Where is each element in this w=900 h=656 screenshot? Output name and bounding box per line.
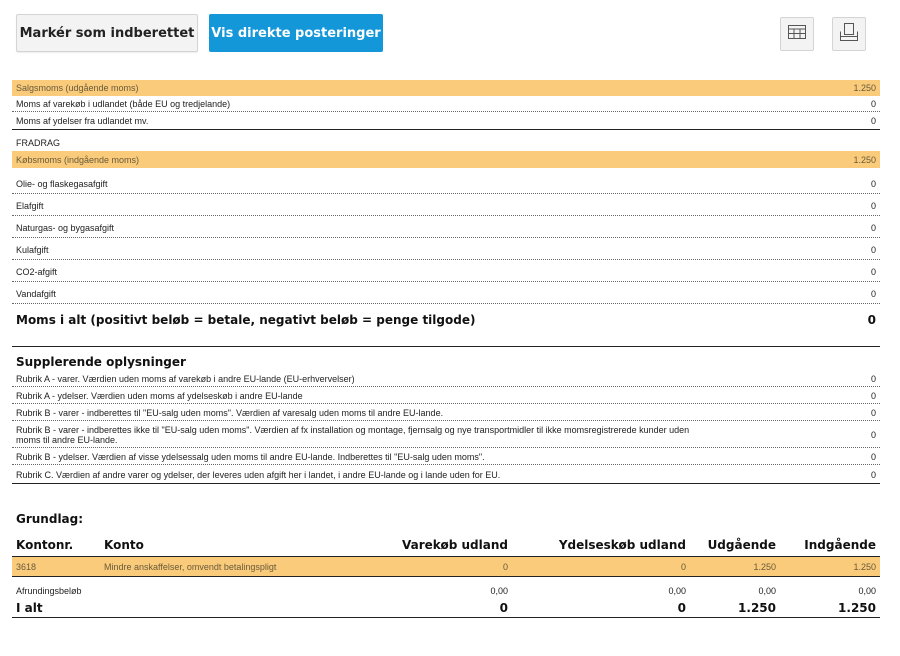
col-kontonr: Kontonr. xyxy=(12,534,100,557)
row-label: CO2-afgift xyxy=(16,266,58,277)
row-label: Olie- og flaskegasafgift xyxy=(16,178,108,189)
col-konto: Konto xyxy=(100,534,354,557)
row-elafgift xyxy=(12,196,880,216)
row-label: Kulafgift xyxy=(16,244,49,255)
cell-total-ydelseskob: 0 xyxy=(512,599,690,618)
row-label: Salgsmoms (udgående moms) xyxy=(16,83,139,93)
row-label: Moms af ydelser fra udlandet mv. xyxy=(16,115,149,126)
supp-row xyxy=(12,388,880,404)
row-label-line1: Rubrik B - varer - indberettes ikke til "EU-salg uden moms". Værdien af fx installation og montage, fjernsalg og nye transportmidler til ikke momsregistrerede kunder uden xyxy=(16,424,690,435)
fradrag-label: FRADRAG xyxy=(16,138,61,148)
cell-varekob: 0,00 xyxy=(354,577,512,600)
row-value: 1.250 xyxy=(853,83,876,93)
fradrag-label-row xyxy=(12,136,880,150)
col-ydelseskob-udland: Ydelseskøb udland xyxy=(512,534,690,557)
row-olie-flaskegas xyxy=(12,174,880,194)
moms-i-alt-label: Moms i alt (positivt beløb = betale, negativt beløb = penge tilgode) xyxy=(16,313,476,327)
row-moms-ydelser xyxy=(12,112,880,130)
cell-total-indgaende: 1.250 xyxy=(780,599,880,618)
row-label xyxy=(16,425,689,445)
row-value: 0 xyxy=(870,373,876,384)
table-view-button[interactable] xyxy=(780,17,814,51)
row-label: Rubrik C. Værdien af andre varer og ydelser, der leveres uden afgift her i landet, i andre EU-lande og i lande uden for EU. xyxy=(16,469,501,480)
row-label: Rubrik B - varer - indberettes til "EU-salg uden moms". Værdien af varesalg uden moms til andre EU-lande. xyxy=(16,407,444,418)
cell-udgaende: 0,00 xyxy=(690,577,780,600)
moms-i-alt-row xyxy=(12,309,880,331)
mark-as-reported-button[interactable]: Markér som indberettet xyxy=(16,14,198,52)
row-value: 0 xyxy=(870,429,876,440)
row-value: 0 xyxy=(870,98,876,109)
supplerende-heading: Supplerende oplysninger xyxy=(16,355,186,369)
cell-ydelseskob: 0 xyxy=(512,557,690,577)
cell-ydelseskob: 0,00 xyxy=(512,577,690,600)
table-total-row xyxy=(12,599,880,618)
show-direct-postings-button[interactable]: Vis direkte posteringer xyxy=(209,14,383,52)
row-value: 0 xyxy=(870,390,876,401)
row-value: 0 xyxy=(870,244,876,255)
table-icon xyxy=(788,25,806,44)
row-value: 0 xyxy=(870,222,876,233)
row-moms-varekob xyxy=(12,96,880,112)
cell-total-varekob: 0 xyxy=(354,599,512,618)
table-row[interactable] xyxy=(12,557,880,577)
divider xyxy=(12,346,880,347)
supp-row xyxy=(12,422,880,448)
row-co2-afgift xyxy=(12,262,880,282)
supp-row xyxy=(12,449,880,465)
row-vandafgift xyxy=(12,284,880,304)
row-label: Naturgas- og bygasafgift xyxy=(16,222,115,233)
row-value: 0 xyxy=(870,451,876,462)
toolbar xyxy=(0,0,900,66)
row-naturgas xyxy=(12,218,880,238)
cell-afrunding-label: Afrundingsbeløb xyxy=(12,577,354,600)
print-icon xyxy=(839,22,859,47)
col-udgaende: Udgående xyxy=(690,534,780,557)
cell-konto: Mindre anskaffelser, omvendt betalingspligt xyxy=(100,557,354,577)
row-value: 0 xyxy=(870,469,876,480)
col-varekob-udland: Varekøb udland xyxy=(354,534,512,557)
moms-i-alt-value: 0 xyxy=(867,313,876,327)
grundlag-heading: Grundlag: xyxy=(16,512,84,526)
print-button[interactable] xyxy=(832,17,866,51)
grundlag-table xyxy=(12,534,880,618)
row-label: Moms af varekøb i udlandet (både EU og tredjelande) xyxy=(16,98,231,109)
cell-varekob: 0 xyxy=(354,557,512,577)
row-label: Købsmoms (indgående moms) xyxy=(16,154,140,165)
table-row xyxy=(12,577,880,600)
row-label: Vandafgift xyxy=(16,288,56,299)
row-salgsmoms xyxy=(12,80,880,96)
supp-row xyxy=(12,405,880,421)
cell-total-label: I alt xyxy=(12,599,354,618)
cell-indgaende: 0,00 xyxy=(780,577,880,600)
col-indgaende: Indgående xyxy=(780,534,880,557)
row-label: Rubrik B - ydelser. Værdien af visse ydelsessalg uden moms til andre EU-lande. Indberettes til "EU-salg uden moms". xyxy=(16,451,485,462)
supp-row xyxy=(12,466,880,484)
cell-kontonr: 3618 xyxy=(12,557,100,577)
row-value: 1.250 xyxy=(853,154,876,165)
row-label: Elafgift xyxy=(16,200,44,211)
row-value: 0 xyxy=(870,407,876,418)
row-kobsmoms xyxy=(12,151,880,168)
row-label-line2: moms til andre EU-lande. xyxy=(16,434,118,445)
cell-indgaende: 1.250 xyxy=(780,557,880,577)
row-label: Rubrik A - varer. Værdien uden moms af varekøb i andre EU-lande (EU-erhvervelser) xyxy=(16,373,355,384)
row-kulafgift xyxy=(12,240,880,260)
supp-row xyxy=(12,371,880,387)
row-value: 0 xyxy=(870,288,876,299)
row-value: 0 xyxy=(870,178,876,189)
cell-total-udgaende: 1.250 xyxy=(690,599,780,618)
cell-udgaende: 1.250 xyxy=(690,557,780,577)
row-label: Rubrik A - ydelser. Værdien uden moms af ydelseskøb i andre EU-lande xyxy=(16,390,303,401)
table-header-row xyxy=(12,534,880,557)
row-value: 0 xyxy=(870,115,876,126)
row-value: 0 xyxy=(870,200,876,211)
row-value: 0 xyxy=(870,266,876,277)
